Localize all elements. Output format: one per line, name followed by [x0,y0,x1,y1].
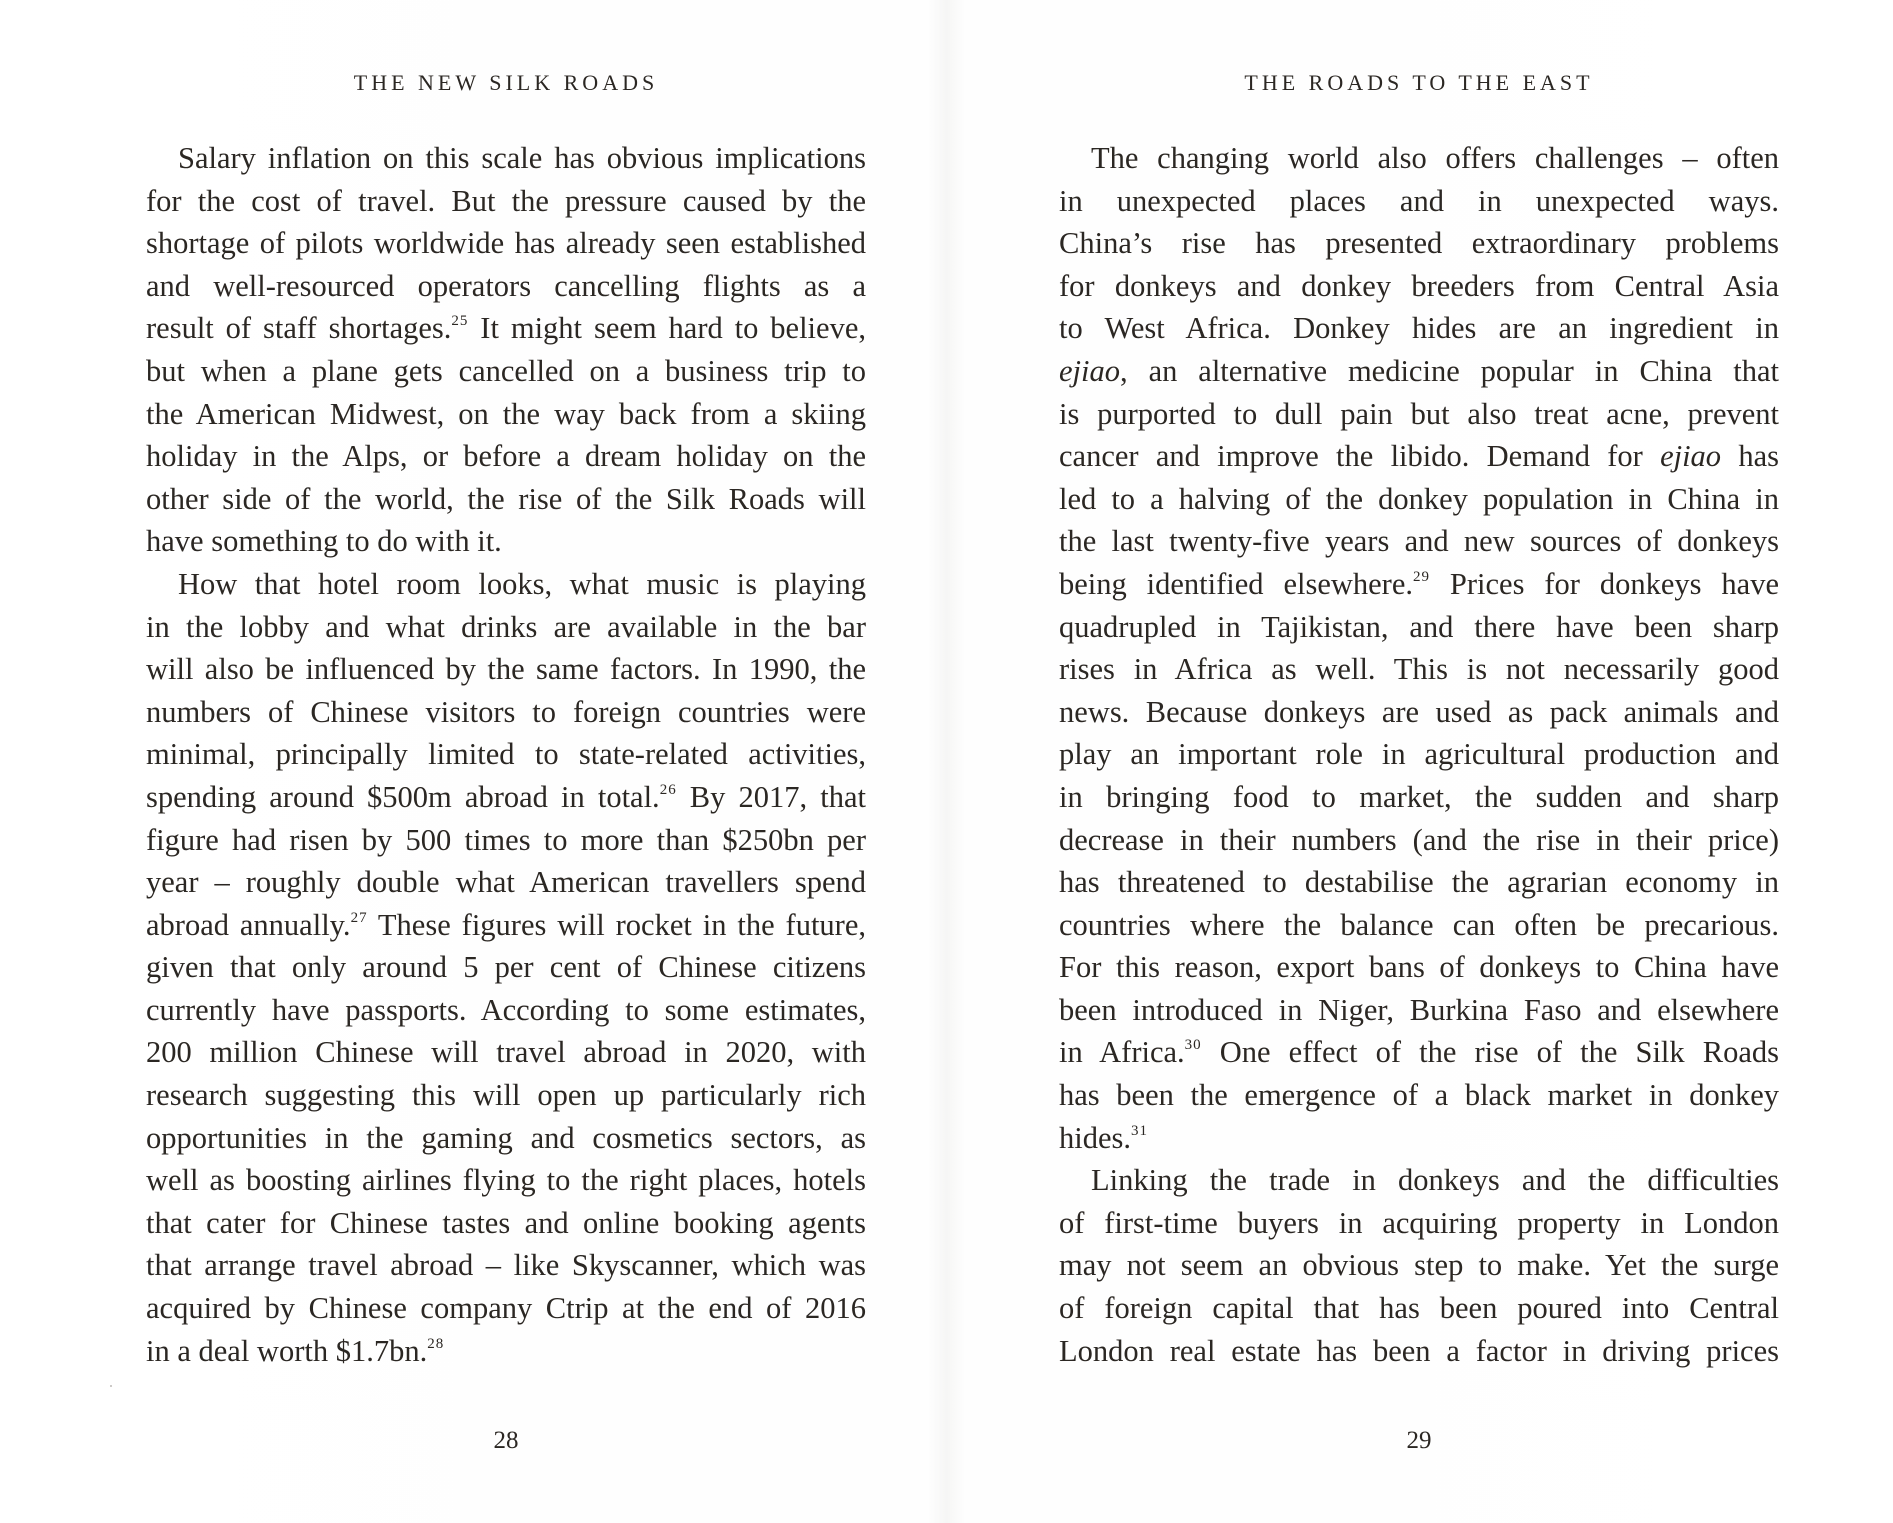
running-head-right: THE ROADS TO THE EAST [1244,70,1594,95]
line-text: has threatened to destabilise the agrarian economy in [1059,865,1779,900]
line-text: How that hotel room looks, what music is playing [178,566,866,601]
line-text: These figures will rocket in the future, [367,907,866,942]
text-line [146,648,866,691]
line-text: rises in Africa as well. This is not necessarily good [1059,652,1779,687]
line-text: in Africa. [1059,1035,1185,1070]
text-line [1059,1117,1779,1160]
text-line [1059,478,1779,521]
line-text: countries where the balance can often be precarious. [1059,907,1779,942]
text-line [146,1074,866,1117]
line-text: spending around $500m abroad in total. [146,779,660,814]
line-text: It might seem hard to believe, [468,311,866,346]
line-text: The changing world also offers challenges – often [1091,141,1779,175]
text-line [146,819,866,862]
text-line [146,1330,866,1373]
line-text: news. Because donkeys are used as pack animals and [1059,694,1779,729]
line-text: Salary inflation on this scale has obvious implications [178,141,866,175]
text-line [1059,1202,1779,1245]
line-text: that cater for Chinese tastes and online booking agents [146,1205,866,1240]
text-line [1059,691,1779,734]
left-page [146,0,866,1523]
line-text: will also be influenced by the same factors. In 1990, the [146,652,866,687]
italic-term: ejiao [1059,353,1120,388]
text-line [146,946,866,989]
footnote-marker: 27 [350,909,368,926]
paper-speck [110,1385,112,1387]
text-line [146,1117,866,1160]
text-line [1059,1159,1779,1202]
text-line [1059,180,1779,223]
running-head-left: THE NEW SILK ROADS [353,70,659,95]
line-text: London real estate has been a factor in driving prices [1059,1333,1779,1368]
line-text: research suggesting this will open up particularly rich [146,1078,866,1113]
line-text: China’s rise has presented extraordinary problems [1059,226,1779,261]
text-line [1059,733,1779,776]
line-text: year – roughly double what American travellers spend [146,865,866,900]
line-text: play an important role in agricultural production and [1059,737,1779,772]
line-text: in a deal worth $1.7bn. [146,1333,428,1368]
line-text: One effect of the rise of the Silk Roads [1201,1035,1779,1070]
text-line [1059,946,1779,989]
line-text: minimal, principally limited to state-related activities, [146,737,866,772]
text-line [1059,222,1779,265]
text-line [1059,350,1779,393]
line-text: of first-time buyers in acquiring property in London [1059,1205,1779,1240]
line-text: other side of the world, the rise of the Silk Roads will [146,481,866,516]
text-line [1059,1244,1779,1287]
line-text: cancer and improve the libido. Demand for [1059,439,1661,474]
line-text: holiday in the Alps, or before a dream holiday on the [146,439,866,474]
line-text: currently have passports. According to some estimates, [146,992,866,1027]
line-text: figure had risen by 500 times to more than $250bn per [146,822,866,857]
line-text: the American Midwest, on the way back from a skiing [146,396,866,431]
page-number-left: 28 [493,1427,519,1454]
line-text: that arrange travel abroad – like Skyscanner, which was [146,1248,866,1283]
line-text: opportunities in the gaming and cosmetics sectors, as [146,1120,866,1155]
line-text: is purported to dull pain but also treat acne, prevent [1059,396,1779,431]
text-line [146,989,866,1032]
footnote-marker: 29 [1413,568,1431,585]
text-line [146,1244,866,1287]
line-text: in unexpected places and in unexpected ways. [1059,183,1779,218]
line-text: well as boosting airlines flying to the right places, hotels [146,1163,866,1198]
text-line [1059,606,1779,649]
text-line [1059,904,1779,947]
line-text: For this reason, export bans of donkeys to China have [1059,950,1779,985]
text-line [1059,1287,1779,1330]
line-text: the last twenty-five years and new sources of donkeys [1059,524,1779,559]
line-text: in the lobby and what drinks are available in the bar [146,609,866,644]
text-line [146,520,866,563]
line-text: been introduced in Niger, Burkina Faso and elsewhere [1059,992,1779,1027]
text-line [1059,520,1779,563]
text-line [1059,1330,1779,1373]
footnote-marker: 25 [451,313,469,330]
line-text: given that only around 5 per cent of Chinese citizens [146,950,866,985]
text-line [1059,989,1779,1032]
line-text: in bringing food to market, the sudden and sharp [1059,779,1779,814]
text-line [1059,265,1779,308]
left-page-body [146,137,866,1372]
line-text: of foreign capital that has been poured into Central [1059,1291,1779,1326]
line-text: has [1721,439,1779,474]
text-line [1059,137,1779,180]
line-text: decrease in their numbers (and the rise in their price) [1059,822,1779,857]
text-line [146,1031,866,1074]
line-text: numbers of Chinese visitors to foreign countries were [146,694,866,729]
text-line [146,606,866,649]
text-line [1059,1031,1779,1074]
text-line [1059,563,1779,606]
line-text: Linking the trade in donkeys and the difficulties [1091,1163,1779,1198]
text-line [146,563,866,606]
text-line [1059,861,1779,904]
line-text: hides. [1059,1120,1132,1155]
line-text: By 2017, that [676,779,866,814]
text-line [146,1202,866,1245]
line-text: , an alternative medicine popular in China that [1120,353,1779,388]
text-line [146,137,866,180]
text-line [1059,393,1779,436]
footnote-marker: 31 [1131,1122,1149,1139]
line-text: abroad annually. [146,907,351,942]
line-text: 200 million Chinese will travel abroad in 2020, with [146,1035,866,1070]
line-text: but when a plane gets cancelled on a business trip to [146,353,866,388]
line-text: for donkeys and donkey breeders from Central Asia [1059,268,1779,303]
footnote-marker: 28 [427,1335,445,1352]
text-line [146,1287,866,1330]
line-text: for the cost of travel. But the pressure caused by the [146,183,866,218]
text-line [1059,819,1779,862]
footnote-marker: 26 [659,781,677,798]
text-line [146,733,866,776]
line-text: quadrupled in Tajikistan, and there have been sharp [1059,609,1779,644]
line-text: acquired by Chinese company Ctrip at the end of 2016 [146,1291,866,1326]
text-line [1059,435,1779,478]
text-line [1059,776,1779,819]
text-line [146,222,866,265]
line-text: being identified elsewhere. [1059,566,1414,601]
text-line [146,691,866,734]
line-text: has been the emergence of a black market in donkey [1059,1078,1779,1113]
text-line [146,435,866,478]
text-line [146,478,866,521]
text-line [146,904,866,947]
footnote-marker: 30 [1184,1037,1202,1054]
text-line [146,393,866,436]
line-text: may not seem an obvious step to make. Yet the surge [1059,1248,1779,1283]
text-line [146,180,866,223]
text-line [1059,648,1779,691]
line-text: Prices for donkeys have [1430,566,1779,601]
text-line [146,265,866,308]
text-line [146,307,866,350]
text-line [146,776,866,819]
line-text: result of staff shortages. [146,311,452,346]
line-text: to West Africa. Donkey hides are an ingredient in [1059,311,1779,346]
line-text: led to a halving of the donkey population in China in [1059,481,1779,516]
italic-term: ejiao [1660,439,1722,474]
text-line [146,1159,866,1202]
text-line [1059,307,1779,350]
line-text: have something to do with it. [146,524,502,559]
page-number-right: 29 [1406,1427,1432,1454]
right-page-body [1059,137,1779,1372]
line-text: shortage of pilots worldwide has already seen established [146,226,866,261]
line-text: and well-resourced operators cancelling flights as a [146,268,866,303]
text-line [146,861,866,904]
text-line [146,350,866,393]
text-line [1059,1074,1779,1117]
right-page [1059,0,1779,1523]
